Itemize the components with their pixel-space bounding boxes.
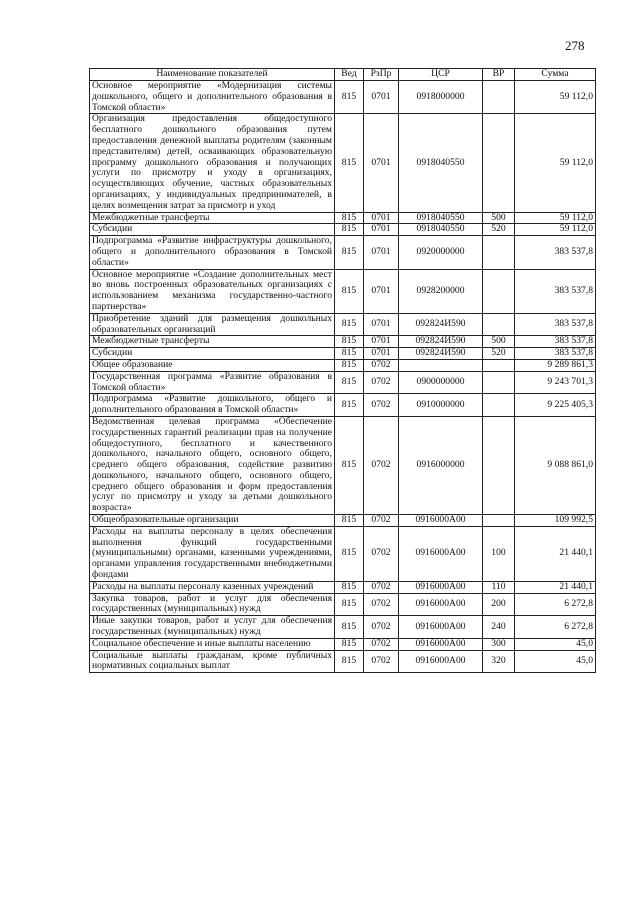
cell-ved: 815 bbox=[335, 336, 364, 348]
cell-rzpr: 0702 bbox=[364, 638, 399, 650]
cell-vr: 300 bbox=[483, 638, 515, 650]
table-row bbox=[90, 515, 596, 527]
cell-ved: 815 bbox=[335, 593, 364, 616]
cell-vr: 520 bbox=[483, 348, 515, 360]
cell-rzpr: 0702 bbox=[364, 416, 399, 514]
cell-vr bbox=[483, 394, 515, 417]
cell-sum: 383 537,8 bbox=[515, 269, 596, 313]
cell-csr: 092824И590 bbox=[399, 336, 483, 348]
cell-name: Межбюджетные трансферты bbox=[90, 336, 335, 348]
table-row bbox=[90, 638, 596, 650]
budget-table bbox=[89, 68, 596, 673]
cell-sum: 9 289 861,3 bbox=[515, 359, 596, 371]
cell-vr: 520 bbox=[483, 224, 515, 236]
cell-name: Расходы на выплаты персоналу в целях обеспечения выполнения функций государственными (муниципальными) органами, казенными учреждениями, органами управления государственными внебюджетными фондами bbox=[90, 526, 335, 581]
cell-name: Подпрограмма «Развитие инфраструктуры дошкольного, общего и дополнительного образования в Томской области» bbox=[90, 236, 335, 269]
table-row bbox=[90, 394, 596, 417]
cell-sum: 6 272,8 bbox=[515, 593, 596, 616]
table-row bbox=[90, 114, 596, 212]
header-vr: ВР bbox=[483, 69, 515, 81]
cell-csr: 0916000А00 bbox=[399, 616, 483, 639]
cell-vr: 320 bbox=[483, 650, 515, 673]
table-row bbox=[90, 650, 596, 673]
cell-name: Межбюджетные трансферты bbox=[90, 212, 335, 224]
table-row bbox=[90, 269, 596, 313]
cell-rzpr: 0701 bbox=[364, 81, 399, 114]
cell-name: Субсидии bbox=[90, 224, 335, 236]
header-sum: Сумма bbox=[515, 69, 596, 81]
cell-name: Основное мероприятие «Модернизация системы дошкольного, общего и дополнительного образования в Томской области» bbox=[90, 81, 335, 114]
cell-ved: 815 bbox=[335, 616, 364, 639]
table-row bbox=[90, 526, 596, 581]
table-row bbox=[90, 336, 596, 348]
cell-csr: 0928200000 bbox=[399, 269, 483, 313]
table-row bbox=[90, 616, 596, 639]
cell-rzpr: 0701 bbox=[364, 313, 399, 336]
cell-name: Закупка товаров, работ и услуг для обеспечения государственных (муниципальных) нужд bbox=[90, 593, 335, 616]
cell-csr: 0918000000 bbox=[399, 81, 483, 114]
cell-name: Социальные выплаты гражданам, кроме публичных нормативных социальных выплат bbox=[90, 650, 335, 673]
cell-sum: 383 537,8 bbox=[515, 336, 596, 348]
cell-csr: 0916000А00 bbox=[399, 581, 483, 593]
header-ved: Вед bbox=[335, 69, 364, 81]
cell-name: Иные закупки товаров, работ и услуг для обеспечения государственных (муниципальных) нужд bbox=[90, 616, 335, 639]
cell-ved: 815 bbox=[335, 269, 364, 313]
cell-sum: 9 243 701,3 bbox=[515, 371, 596, 394]
cell-rzpr: 0701 bbox=[364, 348, 399, 360]
cell-name: Приобретение зданий для размещения дошкольных образовательных организаций bbox=[90, 313, 335, 336]
cell-name: Социальное обеспечение и иные выплаты населению bbox=[90, 638, 335, 650]
cell-ved: 815 bbox=[335, 416, 364, 514]
cell-csr: 0900000000 bbox=[399, 371, 483, 394]
cell-csr: 0916000А00 bbox=[399, 515, 483, 527]
cell-ved: 815 bbox=[335, 581, 364, 593]
cell-vr: 100 bbox=[483, 526, 515, 581]
header-csr: ЦСР bbox=[399, 69, 483, 81]
cell-rzpr: 0702 bbox=[364, 515, 399, 527]
cell-ved: 815 bbox=[335, 526, 364, 581]
header-name: Наименование показателей bbox=[90, 69, 335, 81]
cell-ved: 815 bbox=[335, 114, 364, 212]
cell-vr bbox=[483, 371, 515, 394]
cell-ved: 815 bbox=[335, 371, 364, 394]
cell-rzpr: 0702 bbox=[364, 371, 399, 394]
cell-name: Общее образование bbox=[90, 359, 335, 371]
table-row bbox=[90, 593, 596, 616]
cell-sum: 383 537,8 bbox=[515, 236, 596, 269]
cell-vr bbox=[483, 236, 515, 269]
cell-sum: 21 440,1 bbox=[515, 526, 596, 581]
table-body bbox=[90, 81, 596, 673]
cell-ved: 815 bbox=[335, 81, 364, 114]
cell-rzpr: 0701 bbox=[364, 114, 399, 212]
cell-ved: 815 bbox=[335, 348, 364, 360]
cell-rzpr: 0701 bbox=[364, 236, 399, 269]
cell-vr: 240 bbox=[483, 616, 515, 639]
cell-vr bbox=[483, 359, 515, 371]
cell-rzpr: 0702 bbox=[364, 593, 399, 616]
cell-rzpr: 0701 bbox=[364, 336, 399, 348]
cell-ved: 815 bbox=[335, 313, 364, 336]
cell-name: Субсидии bbox=[90, 348, 335, 360]
cell-sum: 383 537,8 bbox=[515, 348, 596, 360]
cell-csr bbox=[399, 359, 483, 371]
page-number: 278 bbox=[565, 38, 585, 53]
cell-name: Расходы на выплаты персоналу казенных учреждений bbox=[90, 581, 335, 593]
cell-csr: 092824И590 bbox=[399, 313, 483, 336]
cell-sum: 6 272,8 bbox=[515, 616, 596, 639]
cell-ved: 815 bbox=[335, 394, 364, 417]
cell-csr: 0920000000 bbox=[399, 236, 483, 269]
cell-sum: 383 537,8 bbox=[515, 313, 596, 336]
cell-csr: 0916000А00 bbox=[399, 650, 483, 673]
table-row bbox=[90, 212, 596, 224]
cell-sum: 59 112,0 bbox=[515, 81, 596, 114]
table-row bbox=[90, 236, 596, 269]
table-row bbox=[90, 416, 596, 514]
cell-name: Общеобразовательные организации bbox=[90, 515, 335, 527]
cell-rzpr: 0701 bbox=[364, 269, 399, 313]
cell-ved: 815 bbox=[335, 212, 364, 224]
cell-ved: 815 bbox=[335, 650, 364, 673]
cell-rzpr: 0702 bbox=[364, 394, 399, 417]
cell-vr: 500 bbox=[483, 212, 515, 224]
table-header bbox=[90, 69, 596, 81]
cell-csr: 0918040550 bbox=[399, 114, 483, 212]
table-row bbox=[90, 224, 596, 236]
cell-csr: 0910000000 bbox=[399, 394, 483, 417]
cell-sum: 59 112,0 bbox=[515, 114, 596, 212]
cell-ved: 815 bbox=[335, 359, 364, 371]
cell-csr: 0918040550 bbox=[399, 224, 483, 236]
cell-rzpr: 0702 bbox=[364, 650, 399, 673]
cell-sum: 21 440,1 bbox=[515, 581, 596, 593]
cell-vr bbox=[483, 416, 515, 514]
cell-rzpr: 0701 bbox=[364, 212, 399, 224]
cell-csr: 0916000А00 bbox=[399, 593, 483, 616]
cell-vr bbox=[483, 269, 515, 313]
cell-vr: 200 bbox=[483, 593, 515, 616]
cell-sum: 45,0 bbox=[515, 650, 596, 673]
cell-rzpr: 0702 bbox=[364, 526, 399, 581]
cell-ved: 815 bbox=[335, 515, 364, 527]
cell-csr: 092824И590 bbox=[399, 348, 483, 360]
cell-csr: 0916000А00 bbox=[399, 638, 483, 650]
cell-name: Ведомственная целевая программа «Обеспечение государственных гарантий реализации прав на получение общедоступного, бесплатного и качественного дошкольного, начального общего, основного общего, среднего общего образования, содействие развитию дошкольного, начального общего, основного общего, среднего общего образования и форм предоставления услуг по присмотру и уходу за детьми дошкольного возраста» bbox=[90, 416, 335, 514]
cell-name: Основное мероприятие «Создание дополнительных мест во вновь построенных образовательных организациях с использованием механизма государственно-частного партнерства» bbox=[90, 269, 335, 313]
cell-rzpr: 0701 bbox=[364, 224, 399, 236]
cell-vr bbox=[483, 313, 515, 336]
table-row bbox=[90, 581, 596, 593]
cell-rzpr: 0702 bbox=[364, 359, 399, 371]
table-row bbox=[90, 313, 596, 336]
cell-csr: 0918040550 bbox=[399, 212, 483, 224]
cell-sum: 9 088 861,0 bbox=[515, 416, 596, 514]
cell-ved: 815 bbox=[335, 638, 364, 650]
cell-rzpr: 0702 bbox=[364, 616, 399, 639]
header-rzpr: РзПр bbox=[364, 69, 399, 81]
table-row bbox=[90, 359, 596, 371]
cell-sum: 59 112,0 bbox=[515, 224, 596, 236]
cell-name: Государственная программа «Развитие образования в Томской области» bbox=[90, 371, 335, 394]
cell-name: Организация предоставления общедоступного бесплатного дошкольного образования путем предоставления денежной выплаты родителям (законным представителям) детей, осваивающих образовательную программу дошкольного образования и получающих услуги по присмотру и уходу в организациях, осуществляющих обучение, частных образовательных организациях, у индивидуальных предпринимателей, в целях возмещения затрат за присмотр и уход bbox=[90, 114, 335, 212]
cell-vr: 500 bbox=[483, 336, 515, 348]
cell-ved: 815 bbox=[335, 236, 364, 269]
cell-sum: 9 225 405,3 bbox=[515, 394, 596, 417]
header-row bbox=[90, 69, 596, 81]
cell-sum: 59 112,0 bbox=[515, 212, 596, 224]
table-row bbox=[90, 81, 596, 114]
cell-rzpr: 0702 bbox=[364, 581, 399, 593]
cell-sum: 109 992,5 bbox=[515, 515, 596, 527]
cell-vr bbox=[483, 515, 515, 527]
cell-sum: 45,0 bbox=[515, 638, 596, 650]
cell-name: Подпрограмма «Развитие дошкольного, общего и дополнительного образования в Томской области» bbox=[90, 394, 335, 417]
cell-vr: 110 bbox=[483, 581, 515, 593]
table-row bbox=[90, 348, 596, 360]
cell-csr: 0916000000 bbox=[399, 416, 483, 514]
table-row bbox=[90, 371, 596, 394]
cell-ved: 815 bbox=[335, 224, 364, 236]
cell-vr bbox=[483, 114, 515, 212]
cell-vr bbox=[483, 81, 515, 114]
cell-csr: 0916000А00 bbox=[399, 526, 483, 581]
